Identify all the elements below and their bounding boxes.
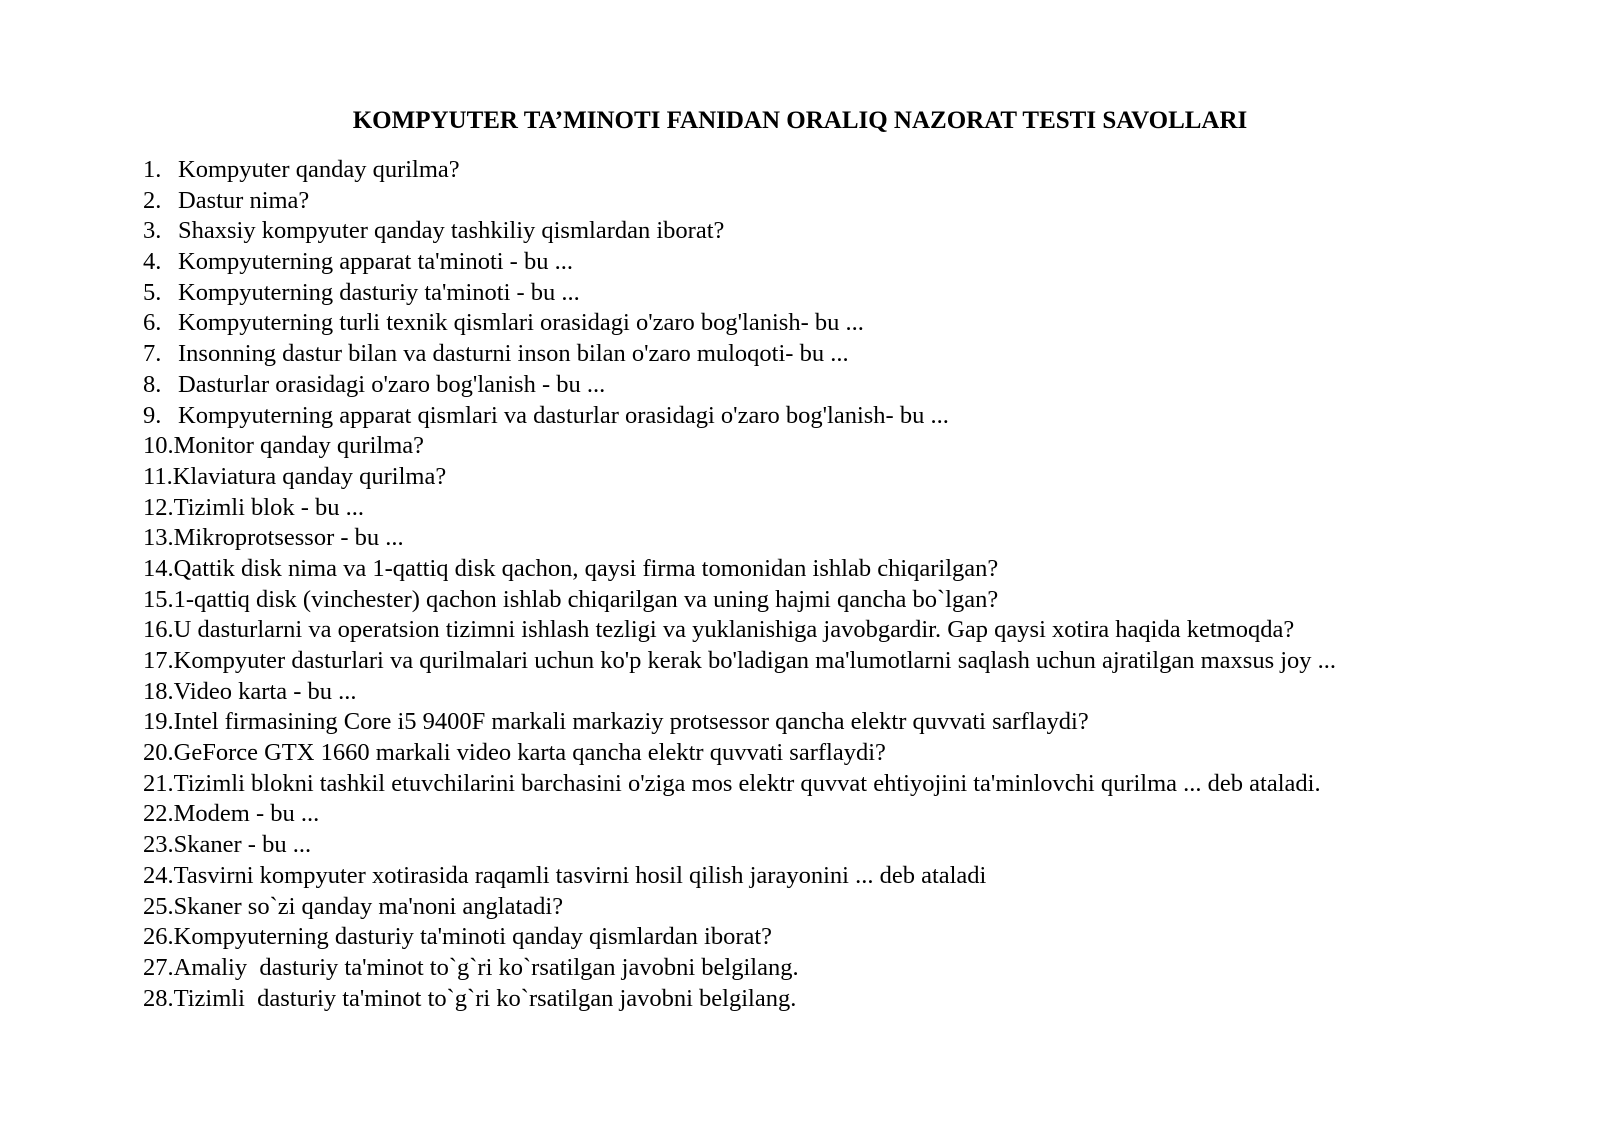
question-item xyxy=(143,308,1563,339)
question-number: 12. xyxy=(143,493,174,521)
question-number: 26. xyxy=(143,923,174,951)
question-item xyxy=(143,892,1563,923)
question-number: 7. xyxy=(143,340,162,368)
question-number: 24. xyxy=(143,861,174,889)
question-number: 27. xyxy=(143,953,174,981)
question-number: 13. xyxy=(143,524,174,552)
question-item xyxy=(143,401,1563,432)
question-number: 28. xyxy=(143,984,174,1012)
question-text: Tizimli dasturiy ta'minot to`g`ri ko`rsatilgan javobni belgilang. xyxy=(173,984,797,1012)
question-text: Kompyuter dasturlari va qurilmalari uchun ko'p kerak bo'ladigan ma'lumotlarni saqlash uchun ajratilgan maxsus joy ... xyxy=(173,647,1337,674)
question-text: Amaliy dasturiy ta'minot to`g`ri ko`rsatilgan javobni belgilang. xyxy=(173,953,799,981)
question-number: 11. xyxy=(143,462,173,490)
question-item xyxy=(143,523,1563,554)
question-number: 16. xyxy=(143,616,174,644)
question-item xyxy=(143,370,1563,401)
question-item xyxy=(143,830,1563,861)
question-item xyxy=(143,431,1563,462)
question-number: 1. xyxy=(143,156,162,183)
question-number: 23. xyxy=(143,831,174,859)
question-text: U dasturlarni va operatsion tizimni ishlash tezligi va yuklanishiga javobgardir. Gap qaysi xotira haqida ketmoqda? xyxy=(173,616,1295,644)
question-item xyxy=(143,216,1563,247)
question-text: Mikroprotsessor - bu ... xyxy=(173,524,404,552)
question-number: 10. xyxy=(143,432,174,460)
question-number: 6. xyxy=(143,309,162,337)
question-item xyxy=(143,493,1563,524)
question-item xyxy=(143,462,1563,493)
question-text: Skaner so`zi qanday ma'noni anglatadi? xyxy=(173,892,564,920)
question-item xyxy=(143,953,1563,984)
question-number: 15. xyxy=(143,585,174,613)
question-item xyxy=(143,155,1563,186)
question-item xyxy=(143,278,1563,309)
question-text: Dastur nima? xyxy=(178,186,310,214)
question-item xyxy=(143,861,1563,892)
question-number: 18. xyxy=(143,677,174,705)
question-text: Tasvirni kompyuter xotirasida raqamli tasvirni hosil qilish jarayonini ... deb ataladi xyxy=(173,861,987,889)
question-item xyxy=(143,769,1563,800)
question-number: 3. xyxy=(143,217,162,245)
question-item xyxy=(143,707,1563,738)
question-number: 9. xyxy=(143,401,162,429)
question-number: 14. xyxy=(143,554,174,582)
question-item xyxy=(143,677,1563,708)
question-text: Kompyuter qanday qurilma? xyxy=(178,156,460,183)
question-text: Dasturlar orasidagi o'zaro bog'lanish - bu ... xyxy=(178,370,606,398)
document-title: KOMPYUTER TA’MINOTI FANIDAN ORALIQ NAZORAT TESTI SAVOLLARI xyxy=(352,107,1248,134)
question-text: Kompyuterning apparat qismlari va dasturlar orasidagi o'zaro bog'lanish- bu ... xyxy=(178,401,949,429)
question-item xyxy=(143,799,1563,830)
question-text: Qattik disk nima va 1-qattiq disk qachon, qaysi firma tomonidan ishlab chiqarilgan? xyxy=(173,554,999,582)
question-text: Kompyuterning dasturiy ta'minoti qanday qismlardan iborat? xyxy=(173,923,773,951)
question-number: 2. xyxy=(143,186,162,214)
question-item xyxy=(143,339,1563,370)
question-text: Kompyuterning apparat ta'minoti - bu ... xyxy=(178,248,573,276)
question-text: Video karta - bu ... xyxy=(173,677,357,705)
question-number: 8. xyxy=(143,370,162,398)
question-item xyxy=(143,738,1563,769)
question-number: 22. xyxy=(143,800,174,828)
question-number: 20. xyxy=(143,739,174,767)
question-text: Klaviatura qanday qurilma? xyxy=(172,462,447,490)
question-text: Kompyuterning dasturiy ta'minoti - bu ... xyxy=(178,278,580,306)
question-list xyxy=(143,155,1563,1014)
question-text: Shaxsiy kompyuter qanday tashkiliy qismlardan iborat? xyxy=(178,217,725,245)
question-number: 25. xyxy=(143,892,174,920)
question-text: Tizimli blokni tashkil etuvchilarini barchasini o'ziga mos elektr quvvat ehtiyojini ta'minlovchi qurilma ... deb ataladi. xyxy=(173,769,1321,797)
question-text: Modem - bu ... xyxy=(173,800,320,828)
question-number: 19. xyxy=(143,708,174,736)
question-text: Monitor qanday qurilma? xyxy=(173,432,425,460)
question-text: 1-qattiq disk (vinchester) qachon ishlab chiqarilgan va uning hajmi qancha bo`lgan? xyxy=(173,585,999,613)
question-number: 4. xyxy=(143,248,162,276)
question-text: Insonning dastur bilan va dasturni inson bilan o'zaro muloqoti- bu ... xyxy=(178,340,849,368)
question-item xyxy=(143,554,1563,585)
question-text: Kompyuterning turli texnik qismlari orasidagi o'zaro bog'lanish- bu ... xyxy=(178,309,864,337)
question-item xyxy=(143,615,1563,646)
question-item xyxy=(143,585,1563,616)
question-item xyxy=(143,247,1563,278)
question-text: Intel firmasining Core i5 9400F markali markaziy protsessor qancha elektr quvvati sarflaydi? xyxy=(173,708,1089,736)
question-item xyxy=(143,646,1563,677)
question-item xyxy=(143,186,1563,217)
question-text: GeForce GTX 1660 markali video karta qancha elektr quvvati sarflaydi? xyxy=(173,739,886,767)
question-number: 5. xyxy=(143,278,162,306)
question-number: 17. xyxy=(143,647,174,674)
question-item xyxy=(143,922,1563,953)
question-number: 21. xyxy=(143,769,174,797)
question-item xyxy=(143,984,1563,1015)
question-text: Skaner - bu ... xyxy=(173,831,312,859)
question-text: Tizimli blok - bu ... xyxy=(173,493,364,521)
